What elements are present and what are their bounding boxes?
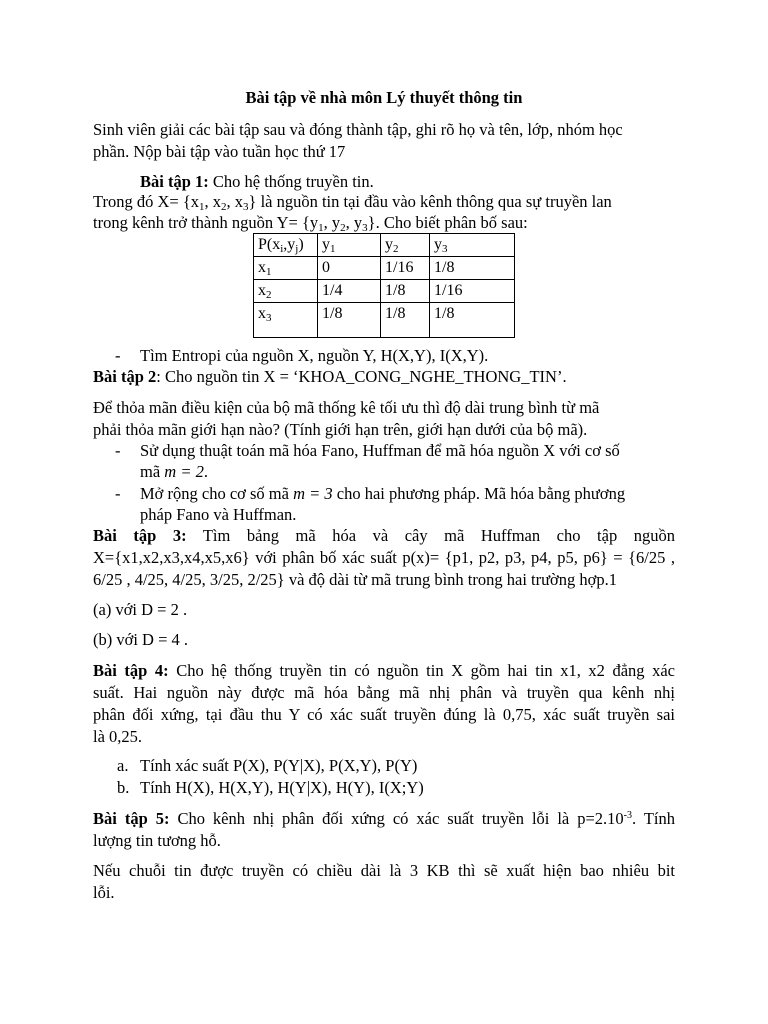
- row-label: x: [258, 282, 266, 299]
- b2-l1b: m = 3: [293, 484, 333, 503]
- table-header-cell: $P(x_i,y_j)$: [254, 234, 318, 257]
- table-cell: 1/8: [430, 303, 515, 338]
- b1-l2b: m = 2: [164, 462, 204, 481]
- b1-l2a: mã: [140, 462, 165, 481]
- header-y1: y: [322, 236, 330, 253]
- table-cell: $x_2$: [254, 280, 318, 303]
- ex5-line-2: lượng tin tương hỗ.: [93, 831, 221, 850]
- ex5-line-1: [93, 808, 675, 830]
- ex2-heading: [93, 366, 567, 388]
- ex2-bullet-2-line-2: pháp Fano và Huffman.: [140, 505, 297, 524]
- ex1-l3a: trong kênh trở thành nguồn Y= {y: [93, 213, 319, 232]
- ex4-label: Bài tập 4:: [93, 661, 169, 680]
- ex3-case-a: (a) với D = 2 .: [93, 600, 188, 619]
- ex5-para-line-1: Nếu chuỗi tin được truyền có chiều dài là 3 KB thì sẽ xuất hiện bao nhiêu bit: [93, 861, 675, 880]
- ex1-text: Cho hệ thống truyền tin.: [208, 172, 374, 191]
- bullet-dash: -: [115, 441, 121, 460]
- ex1-label: Bài tập 1:: [140, 172, 209, 191]
- table-header-cell: $y_3$: [430, 234, 515, 257]
- header-pxy: P(x: [258, 236, 281, 253]
- bullet-dash: -: [115, 484, 121, 503]
- ex5-text-end: . Tính: [632, 809, 675, 828]
- ex4-item-text: Tính H(X), H(X,Y), H(Y|X), H(Y), I(X;Y): [140, 778, 424, 797]
- table-row: [254, 280, 515, 303]
- table-cell: $x_1$: [254, 257, 318, 280]
- header-y2: y: [385, 236, 393, 253]
- distribution-table: [253, 233, 515, 338]
- ex4-text: Cho hệ thống truyền tin có nguồn tin X gồm hai tin x1, x2 đẳng xác: [168, 661, 675, 680]
- ex4-item-text: Tính xác suất P(X), P(Y|X), P(X,Y), P(Y): [140, 756, 418, 775]
- ex4-item-marker: b.: [117, 778, 130, 797]
- ex2-bullet-1-line-2: [140, 461, 208, 483]
- table-cell: 1/8: [430, 257, 515, 280]
- ex1-heading: [140, 171, 374, 193]
- ex2-bullet-1-line-1: Sử dụng thuật toán mã hóa Fano, Huffman để mã hóa nguồn X với cơ số: [140, 441, 620, 460]
- ex1-l2b: là nguồn tin tại đầu vào kênh thông qua sự truyền lan: [256, 192, 612, 211]
- ex4-line-2: suất. Hai nguồn này được mã hóa bằng mã nhị phân và truyền qua kênh nhị: [93, 683, 675, 702]
- table-cell: 1/16: [430, 280, 515, 303]
- ex5-exponent: -3: [623, 810, 633, 821]
- ex3-line-1: [93, 525, 675, 547]
- table-cell: 1/8: [318, 303, 381, 338]
- table-cell: 1/8: [381, 303, 430, 338]
- document-title: [93, 87, 675, 109]
- ex3-text: Tìm bảng mã hóa và cây mã Huffman cho tập nguồn: [186, 526, 675, 545]
- bullet-dash: -: [115, 346, 121, 365]
- b2-l1c: cho hai phương pháp. Mã hóa bằng phương: [332, 484, 626, 503]
- ex1-l2a: Trong đó X= {x: [93, 192, 200, 211]
- ex2-bullet-2-line-1: [140, 483, 625, 505]
- intro-line-2: phần. Nộp bài tập vào tuần học thứ 17: [93, 142, 346, 161]
- table-row: [254, 303, 515, 338]
- b1-l2c: .: [203, 462, 208, 481]
- ex1-line-2: Trong đó $X= \{x_1$, $x_2$, $x_3$} là nguồn tin tại đầu vào kênh thông qua sự truyền lan: [93, 192, 612, 213]
- b2-l1a: Mở rộng cho cơ số mã: [140, 484, 294, 503]
- row-label: x: [258, 305, 266, 322]
- table-header-cell: $y_1$: [318, 234, 381, 257]
- ex3-line-3: 6/25 , 4/25, 4/25, 3/25, 2/25} và độ dài từ mã trung bình trong hai trường hợp.1: [93, 570, 618, 589]
- title-text: Bài tập về nhà môn Lý thuyết thông tin: [245, 88, 523, 107]
- ex3-label: Bài tập 3:: [93, 526, 187, 545]
- ex4-line-1: [93, 660, 675, 682]
- table-cell: 1/4: [318, 280, 381, 303]
- ex1-l3b: . Cho biết phân bố sau:: [375, 213, 528, 232]
- table-header-cell: $y_2$: [381, 234, 430, 257]
- ex5-para-line-2: lỗi.: [93, 883, 115, 902]
- ex5-text: Cho kênh nhị phân đối xứng có xác suất truyền lỗi là p=2.10: [169, 809, 624, 828]
- table-row: [254, 257, 515, 280]
- ex4-item-marker: a.: [117, 756, 129, 775]
- ex4-line-3: phân đối xứng, tại đầu thu Y có xác suất truyền đúng là 0,75, xác suất truyền sai: [93, 705, 675, 724]
- table-cell: 0: [318, 257, 381, 280]
- row-label: x: [258, 259, 266, 276]
- table-header-row: [254, 234, 515, 257]
- ex2-para-line-2: phải thỏa mãn giới hạn nào? (Tính giới hạn trên, giới hạn dưới của bộ mã).: [93, 420, 588, 439]
- ex1-bullet: Tìm Entropi của nguồn X, nguồn Y, H(X,Y), I(X,Y).: [140, 346, 489, 365]
- ex3-line-2: X={x1,x2,x3,x4,x5,x6} với phân bố xác suất p(x)= {p1, p2, p3, p4, p5, p6} = {6/25 ,: [93, 548, 675, 567]
- ex2-para-line-1: Để thỏa mãn điều kiện của bộ mã thống kê tối ưu thì độ dài trung bình từ mã: [93, 398, 600, 417]
- table-cell: 1/16: [381, 257, 430, 280]
- ex4-line-4: là 0,25.: [93, 727, 143, 746]
- table-cell: $x_3$: [254, 303, 318, 338]
- ex2-label: Bài tập 2: [93, 367, 157, 386]
- ex1-line-3: trong kênh trở thành nguồn $Y= \{y_1$, $y_2$, $y_3$}. Cho biết phân bố sau:: [93, 213, 528, 234]
- header-y3: y: [434, 236, 442, 253]
- table-cell: 1/8: [381, 280, 430, 303]
- ex5-label: Bài tập 5:: [93, 809, 170, 828]
- ex3-case-b: (b) với D = 4 .: [93, 630, 189, 649]
- intro-line-1: Sinh viên giải các bài tập sau và đóng thành tập, ghi rõ họ và tên, lớp, nhóm học: [93, 120, 623, 139]
- ex2-text: : Cho nguồn tin X = ‘KHOA_CONG_NGHE_THONG_TIN’.: [156, 367, 567, 386]
